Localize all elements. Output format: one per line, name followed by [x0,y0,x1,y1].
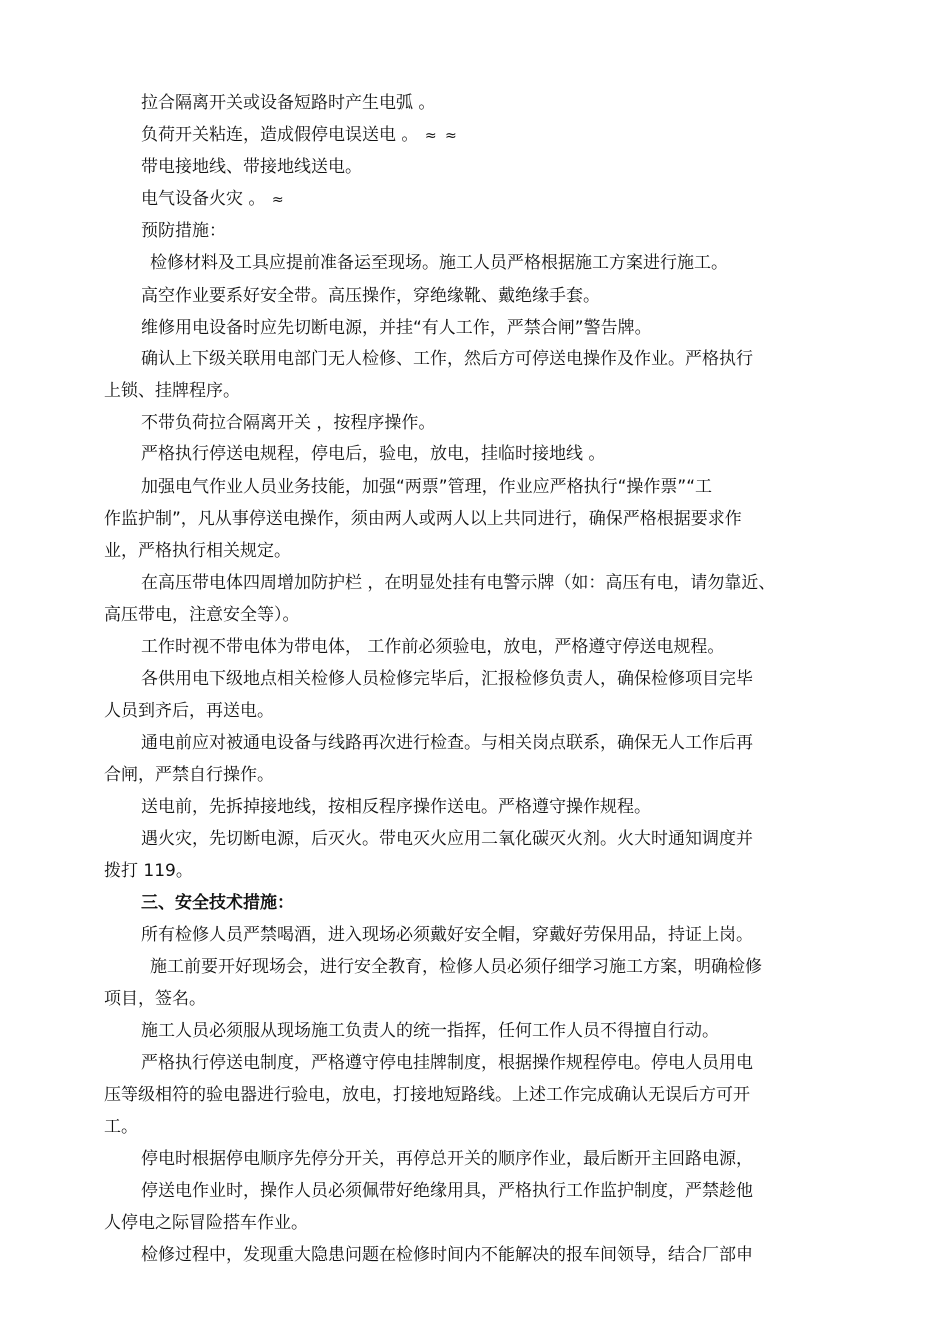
text-line: 带电接地线、带接地线送电。 [141,157,362,177]
text-line: 项目，签名。 [104,989,206,1009]
text-line: 电气设备火灾 。 ≈ [141,189,286,209]
text-line: 业，严格执行相关规定。 [104,541,291,561]
text-line: 高空作业要系好安全带。高压操作，穿绝缘靴、戴绝缘手套。 [141,286,600,306]
squiggle-mark-icon: ≈ ≈ [418,128,459,144]
text-line: 通电前应对被通电设备与线路再次进行检查。与相关岗点联系，确保无人工作后再 [141,733,753,753]
text-line: 停送电作业时，操作人员必须佩带好绝缘用具，严格执行工作监护制度，严禁趁他 [141,1181,753,1201]
text-line: 所有检修人员严禁喝酒，进入现场必须戴好安全帽，穿戴好劳保用品，持证上岗。 [141,925,753,945]
text-line: 送电前，先拆掉接地线，按相反程序操作送电。严格遵守操作规程。 [141,797,651,817]
squiggle-mark-icon: ≈ [265,192,286,208]
text-line: 检修材料及工具应提前准备运至现场。施工人员严格根据施工方案进行施工。 [150,253,728,273]
text-line: 遇火灾，先切断电源，后灭火。带电灭火应用二氧化碳灭火剂。火大时通知调度并 [141,829,753,849]
text-line: 严格执行停送电规程，停电后，验电，放电，挂临时接地线 。 [141,444,606,464]
text-line: 不带负荷拉合隔离开关 ，按程序操作。 [141,413,436,433]
text-line: 工。 [104,1117,138,1137]
text-line: 确认上下级关联用电部门无人检修、工作，然后方可停送电操作及作业。严格执行 [141,349,753,369]
text-line: 严格执行停送电制度，严格遵守停电挂牌制度，根据操作规程停电。停电人员用电 [141,1053,753,1073]
text-line: 停电时根据停电顺序先停分开关，再停总开关的顺序作业，最后断开主回路电源， [141,1149,753,1169]
section-heading: 三、安全技术措施： [141,893,294,913]
text-line: 工作时视不带电体为带电体， 工作前必须验电，放电，严格遵守停送电规程。 [141,637,725,657]
text-line: 各供用电下级地点相关检修人员检修完毕后，汇报检修负责人，确保检修项目完毕 [141,669,753,689]
text-line: 高压带电，注意安全等）。 [104,605,300,625]
text-line: 拨打 119。 [104,861,193,881]
text-line: 拉合隔离开关或设备短路时产生电弧 。 [141,93,436,113]
text-line: 作监护制”，凡从事停送电操作，须由两人或两人以上共同进行，确保严格根据要求作 [104,509,742,529]
text-line: 压等级相符的验电器进行验电，放电，打接地短路线。上述工作完成确认无误后方可开 [104,1085,750,1105]
text-line: 施工前要开好现场会，进行安全教育，检修人员必须仔细学习施工方案，明确检修 [150,957,762,977]
text-line: 检修过程中，发现重大隐患问题在检修时间内不能解决的报车间领导，结合厂部申 [141,1245,753,1265]
text-line: 合闸，严禁自行操作。 [104,765,274,785]
text-line: 预防措施： [141,221,226,241]
text-line: 在高压带电体四周增加防护栏 ，在明显处挂有电警示牌（如：高压有电，请勿靠近、 [141,573,776,593]
text-line: 维修用电设备时应先切断电源，并挂“有人工作，严禁合闸”警告牌。 [141,318,652,338]
text-line: 加强电气作业人员业务技能，加强“两票”管理，作业应严格执行“操作票”“工 [141,477,713,497]
text-line: 人停电之际冒险搭车作业。 [104,1213,308,1233]
text-line: 施工人员必须服从现场施工负责人的统一指挥，任何工作人员不得擅自行动。 [141,1021,719,1041]
text-line: 人员到齐后，再送电。 [104,701,274,721]
text-line: 负荷开关粘连，造成假停电误送电 。 ≈ ≈ [141,125,459,145]
text-line: 上锁、挂牌程序。 [104,381,240,401]
